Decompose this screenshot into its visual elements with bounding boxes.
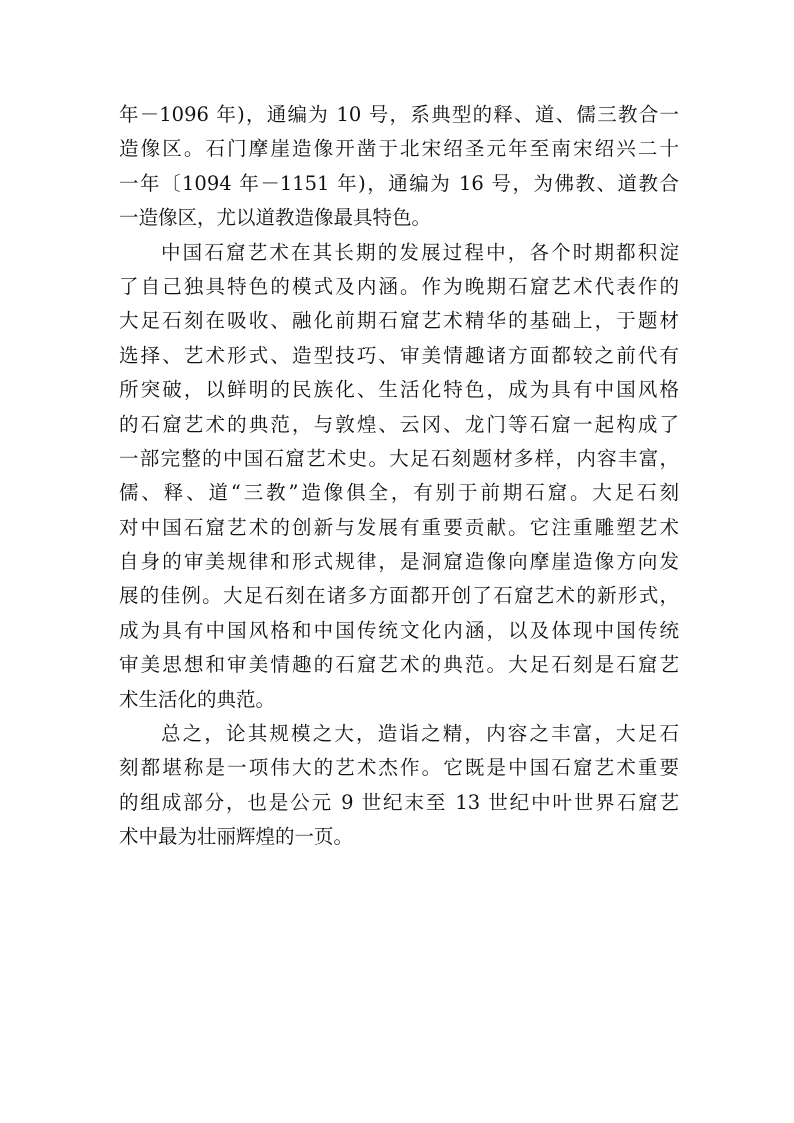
paragraph-2-line-10: 自身的审美规律和形式规律，是洞窟造像向摩崖造像方向发 [119, 550, 679, 574]
paragraph-2-line-3: 大足石刻在吸收、融化前期石窟艺术精华的基础上，于题材 [119, 309, 679, 333]
paragraph-3-line-4: 术中最为壮丽辉煌的一页。 [119, 825, 354, 849]
paragraph-2-line-14: 术生活化的典范。 [119, 687, 276, 711]
paragraph-2-line-2: 了自己独具特色的模式及内涵。作为晚期石窟艺术代表作的 [119, 274, 679, 298]
paragraph-3-line-2: 刻都堪称是一项伟大的艺术杰作。它既是中国石窟艺术重要 [119, 756, 679, 780]
paragraph-2-line-12: 成为具有中国风格和中国传统文化内涵，以及体现中国传统 [119, 618, 679, 642]
paragraph-2-line-13: 审美思想和审美情趣的石窟艺术的典范。大足石刻是石窟艺 [119, 653, 679, 677]
paragraph-1-line-1: 年－1096 年)，通编为 10 号，系典型的释、道、儒三教合一 [119, 103, 679, 126]
paragraph-2-line-1: 中国石窟艺术在其长期的发展过程中，各个时期都积淀 [161, 240, 679, 264]
paragraph-2-line-5: 所突破，以鲜明的民族化、生活化特色，成为具有中国风格 [119, 378, 679, 402]
paragraph-2-line-4: 选择、艺术形式、造型技巧、审美情趣诸方面都较之前代有 [119, 343, 679, 367]
paragraph-1-line-3: 一年〔1094 年－1151 年)，通编为 16 号，为佛教、道教合 [119, 171, 679, 195]
paragraph-2-line-11: 展的佳例。大足石刻在诸多方面都开创了石窟艺术的新形式， [119, 584, 679, 608]
paragraph-1-line-2: 造像区。石门摩崖造像开凿于北宋绍圣元年至南宋绍兴二十 [119, 137, 679, 161]
body-text [119, 98, 679, 855]
paragraph-1-line-4: 一造像区，尤以道教造像最具特色。 [119, 206, 432, 230]
paragraph-2-line-9: 对中国石窟艺术的创新与发展有重要贡献。它注重雕塑艺术 [119, 515, 679, 539]
paragraph-2-line-7: 一部完整的中国石窟艺术史。大足石刻题材多样，内容丰富， [119, 446, 679, 470]
paragraph-3-line-3: 的组成部分，也是公元 9 世纪末至 13 世纪中叶世界石窟艺 [119, 790, 679, 814]
paragraph-2-line-6: 的石窟艺术的典范，与敦煌、云冈、龙门等石窟一起构成了 [119, 412, 679, 436]
paragraph-2-line-8: 儒、释、道“三教”造像俱全，有别于前期石窟。大足石刻 [119, 481, 679, 505]
paragraph-3-line-1: 总之，论其规模之大，造诣之精，内容之丰富，大足石 [161, 722, 679, 746]
